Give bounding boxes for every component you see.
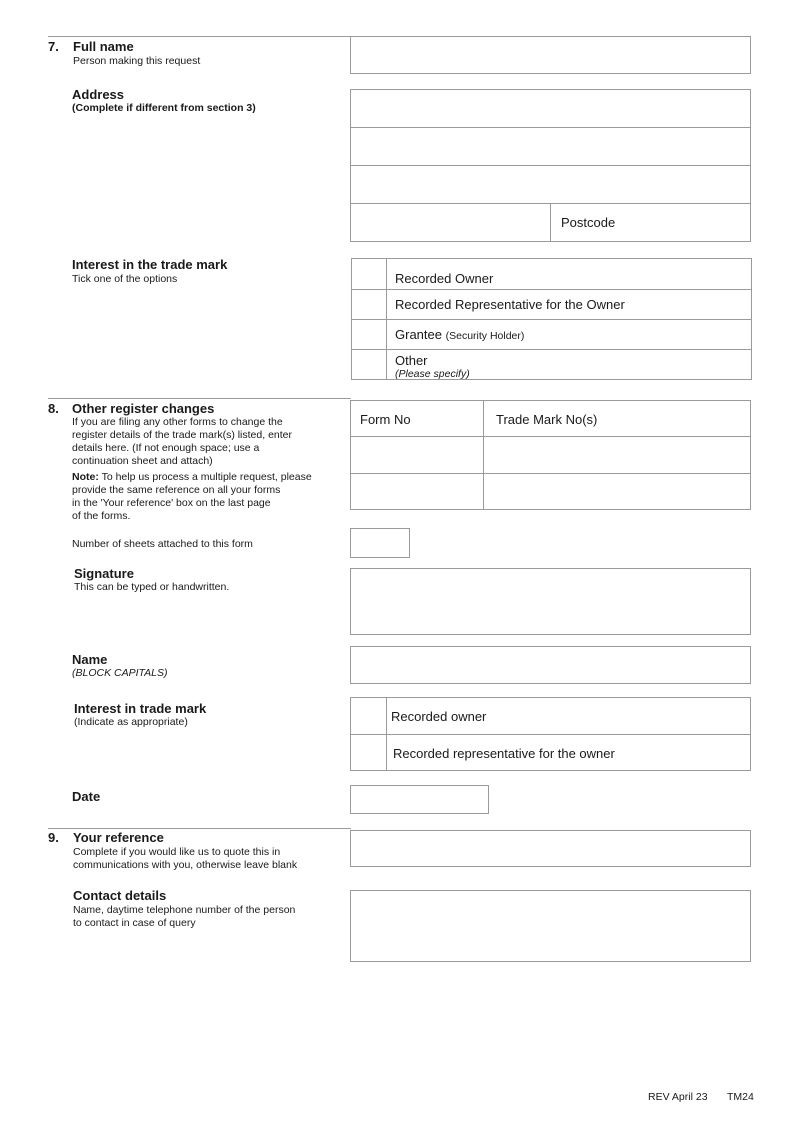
date-input[interactable] <box>350 785 489 814</box>
full-name-title: Full name <box>73 39 134 54</box>
signature-title: Signature <box>74 566 134 581</box>
contact-details-input[interactable] <box>350 890 751 962</box>
address-line-4-input[interactable] <box>351 204 550 241</box>
section-7-rule <box>48 36 351 37</box>
contact-details-desc-1: Name, daytime telephone number of the person <box>73 904 296 916</box>
table-header-form-no: Form No <box>360 412 411 427</box>
interest-options <box>351 258 752 380</box>
postcode-label: Postcode <box>561 215 616 230</box>
option-recorded-representative: Recorded Representative for the Owner <box>395 297 625 312</box>
address-line-3-input[interactable] <box>351 166 750 203</box>
postcode-divider <box>550 204 551 241</box>
your-reference-title: Your reference <box>73 830 164 845</box>
address-subtitle: (Complete if different from section 3) <box>72 102 256 114</box>
table-cell-form-no[interactable] <box>351 474 483 509</box>
section-9-rule <box>48 828 351 829</box>
option-grantee-label: Grantee <box>395 327 442 342</box>
name-title: Name <box>72 652 108 667</box>
signature-input[interactable] <box>350 568 751 635</box>
other-changes-title: Other register changes <box>72 401 215 416</box>
option-recorded-owner-2: Recorded owner <box>391 709 487 724</box>
name-input[interactable] <box>350 646 751 684</box>
interest-title: Interest in the trade mark <box>72 257 228 272</box>
interest-trade-mark-title: Interest in trade mark <box>74 701 207 716</box>
other-changes-note-2: provide the same reference on all your forms <box>72 484 281 496</box>
contact-details-desc-2: to contact in case of query <box>73 917 196 929</box>
address-line-1-input[interactable] <box>351 90 750 127</box>
other-changes-table <box>350 400 751 510</box>
option-recorded-representative-2: Recorded representative for the owner <box>393 746 615 761</box>
address-line-2-input[interactable] <box>351 128 750 165</box>
full-name-input[interactable] <box>350 36 751 74</box>
option-other-note: (Please specify) <box>395 368 470 380</box>
other-changes-note-1 <box>72 471 312 484</box>
option-grantee-note: (Security Holder) <box>445 330 525 342</box>
note-label: Note: <box>72 471 99 483</box>
your-reference-desc-1: Complete if you would like us to quote this in <box>73 846 281 858</box>
checkbox-recorded-owner-2[interactable] <box>351 698 386 734</box>
footer-revision: REV April 23 <box>648 1091 708 1103</box>
address-title: Address <box>72 87 125 102</box>
other-changes-desc-4: continuation sheet and attach) <box>72 455 213 467</box>
checkbox-other[interactable] <box>352 350 386 379</box>
section-8-rule <box>48 398 351 399</box>
option-recorded-owner: Recorded Owner <box>395 271 494 286</box>
interest-trade-mark-subtitle: (Indicate as appropriate) <box>74 716 188 728</box>
section-8-number: 8. <box>48 401 59 416</box>
date-title: Date <box>72 789 101 804</box>
table-cell-trade-mark-nos[interactable] <box>484 474 750 509</box>
checkbox-recorded-representative[interactable] <box>352 290 386 319</box>
your-reference-input[interactable] <box>350 830 751 867</box>
other-changes-desc-2: register details of the trade mark(s) listed, enter <box>72 429 293 441</box>
option-divider <box>352 349 751 350</box>
sheets-attached-label: Number of sheets attached to this form <box>72 538 253 550</box>
note-text: To help us process a multiple request, please <box>98 471 312 483</box>
section-7-number: 7. <box>48 39 59 54</box>
full-name-subtitle: Person making this request <box>73 55 201 67</box>
checkbox-grantee[interactable] <box>352 320 386 349</box>
checkbox-recorded-owner[interactable] <box>352 259 386 289</box>
table-header-trade-mark-nos: Trade Mark No(s) <box>496 412 598 427</box>
signature-subtitle: This can be typed or handwritten. <box>74 581 230 593</box>
other-changes-note-3: in the 'Your reference' box on the last page <box>72 497 271 509</box>
address-fields <box>350 89 751 242</box>
section-9-number: 9. <box>48 830 59 845</box>
interest-trade-mark-options <box>350 697 751 771</box>
other-changes-desc-3: details here. (If not enough space; use a <box>72 442 260 454</box>
option-grantee <box>395 327 524 342</box>
interest-subtitle: Tick one of the options <box>72 273 178 285</box>
checkbox-recorded-representative-2[interactable] <box>351 735 386 770</box>
footer-form-code: TM24 <box>727 1091 754 1103</box>
other-changes-desc-1: If you are filing any other forms to change the <box>72 416 283 428</box>
option-divider <box>352 319 751 320</box>
other-changes-note-4: of the forms. <box>72 510 131 522</box>
your-reference-desc-2: communications with you, otherwise leave blank <box>73 859 298 871</box>
name-subtitle: (BLOCK CAPITALS) <box>72 667 168 679</box>
option-other-label: Other <box>395 353 428 368</box>
option-divider <box>351 734 750 735</box>
option-divider <box>352 289 751 290</box>
table-cell-form-no[interactable] <box>351 437 483 473</box>
table-cell-trade-mark-nos[interactable] <box>484 437 750 473</box>
sheets-attached-input[interactable] <box>350 528 410 558</box>
contact-details-title: Contact details <box>73 888 167 903</box>
